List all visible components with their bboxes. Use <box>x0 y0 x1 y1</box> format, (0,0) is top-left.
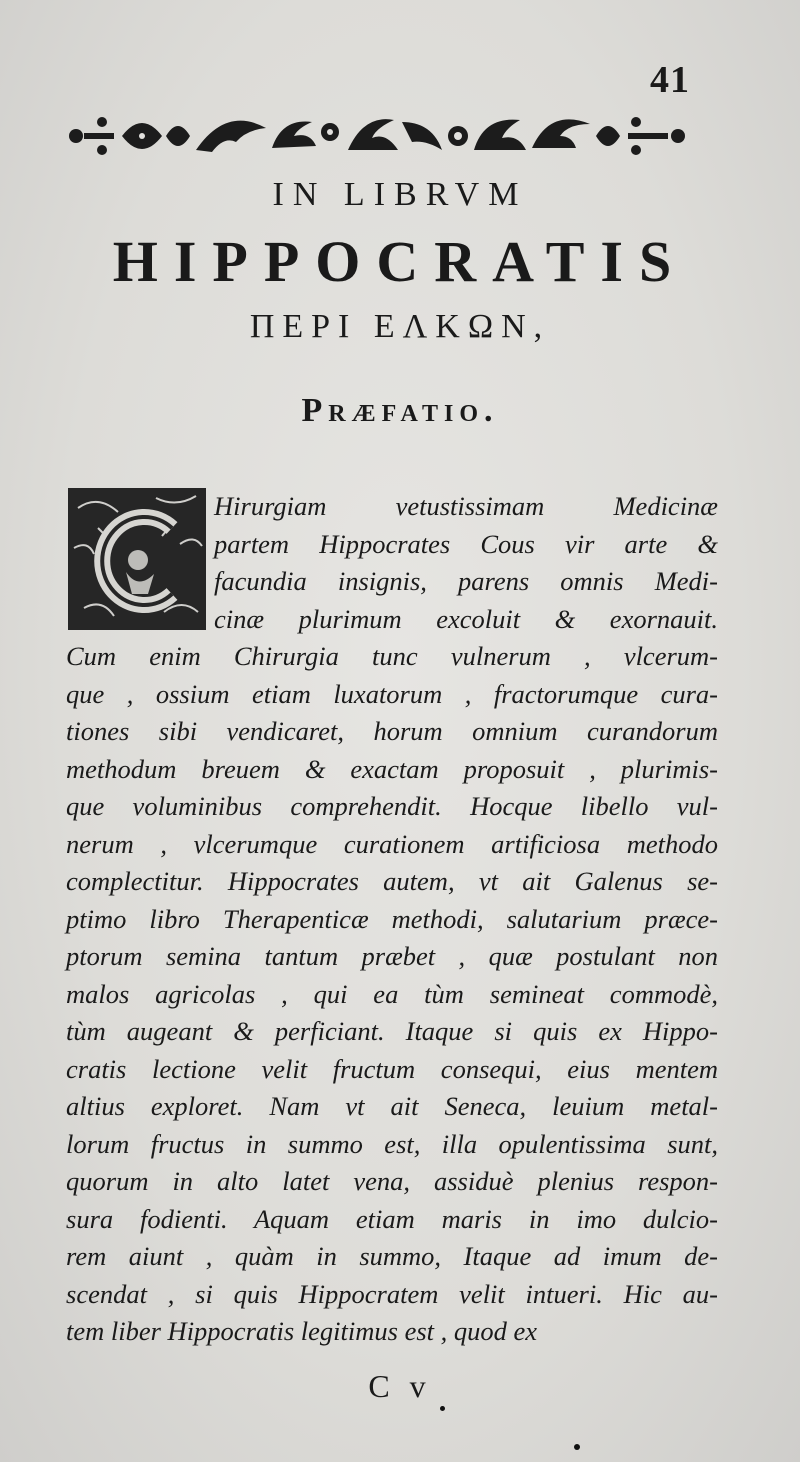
floral-headpiece-icon <box>62 110 694 162</box>
body-line: Hirurgiam vetustissimam Medicinæ <box>214 491 718 521</box>
body-line: altius exploret. Nam vt ait Seneca, leuium metal- <box>66 1091 718 1121</box>
body-line: tùm augeant & perficiant. Itaque si quis ex Hippo- <box>66 1016 718 1046</box>
body-text <box>66 488 718 1351</box>
body-line: tem liber Hippocratis legitimus est , quod ex <box>66 1316 538 1346</box>
page-number: 41 <box>650 59 690 101</box>
body-line: ptimo libro Therapenticæ methodi, salutarium præce- <box>66 903 718 934</box>
body-line: facundia insignis, parens omnis Medi- <box>214 566 718 596</box>
body-line: lorum fructus in summo est, illa opulentissima sunt, <box>66 1128 718 1159</box>
body-line: tiones sibi vendicaret, horum omnium curandorum <box>66 716 718 746</box>
body-line: Cum enim Chirurgia tunc vulnerum , vlcerum- <box>66 641 718 671</box>
section-heading: Præfatio. <box>301 392 499 429</box>
body-line: scendat , si quis Hippocratem velit intueri. Hic au- <box>66 1278 718 1309</box>
ink-speck <box>440 1406 445 1411</box>
body-line: ptorum semina tantum præbet , quæ postulant non <box>66 941 718 971</box>
body-line: sura fodienti. Aquam etiam maris in imo dulcio- <box>66 1203 718 1234</box>
body-line: rem aiunt , quàm in summo, Itaque ad imum de- <box>66 1241 718 1271</box>
title-line-2: HIPPOCRATIS <box>112 229 688 294</box>
body-line: cratis lectione velit fructum consequi, eius mentem <box>66 1053 718 1084</box>
ink-speck <box>574 1444 580 1450</box>
title-line-3-greek: ΠΕΡΙ ΕΛΚΩΝ, <box>249 308 551 345</box>
body-line: quorum in alto latet vena, assiduè plenius respon- <box>66 1166 718 1196</box>
body-line: cinæ plurimum excoluit & exornauit. <box>214 603 718 634</box>
body-line: partem Hippocrates Cous vir arte & <box>214 528 718 559</box>
title-line-1: IN LIBRVM <box>272 176 528 213</box>
body-line: nerum , vlcerumque curationem artificiosa methodo <box>66 828 718 859</box>
body-line: que voluminibus comprehendit. Hocque libello vul- <box>66 791 718 821</box>
body-line: que , ossium etiam luxatorum , fractorumque cura- <box>66 678 718 709</box>
body-line: complectitur. Hippocrates autem, vt ait Galenus se- <box>66 866 718 896</box>
body-line: methodum breuem & exactam proposuit , plurimis- <box>66 753 718 784</box>
catchword: C v <box>368 1368 432 1404</box>
body-line: malos agricolas , qui ea tùm semineat commodè, <box>66 978 718 1009</box>
